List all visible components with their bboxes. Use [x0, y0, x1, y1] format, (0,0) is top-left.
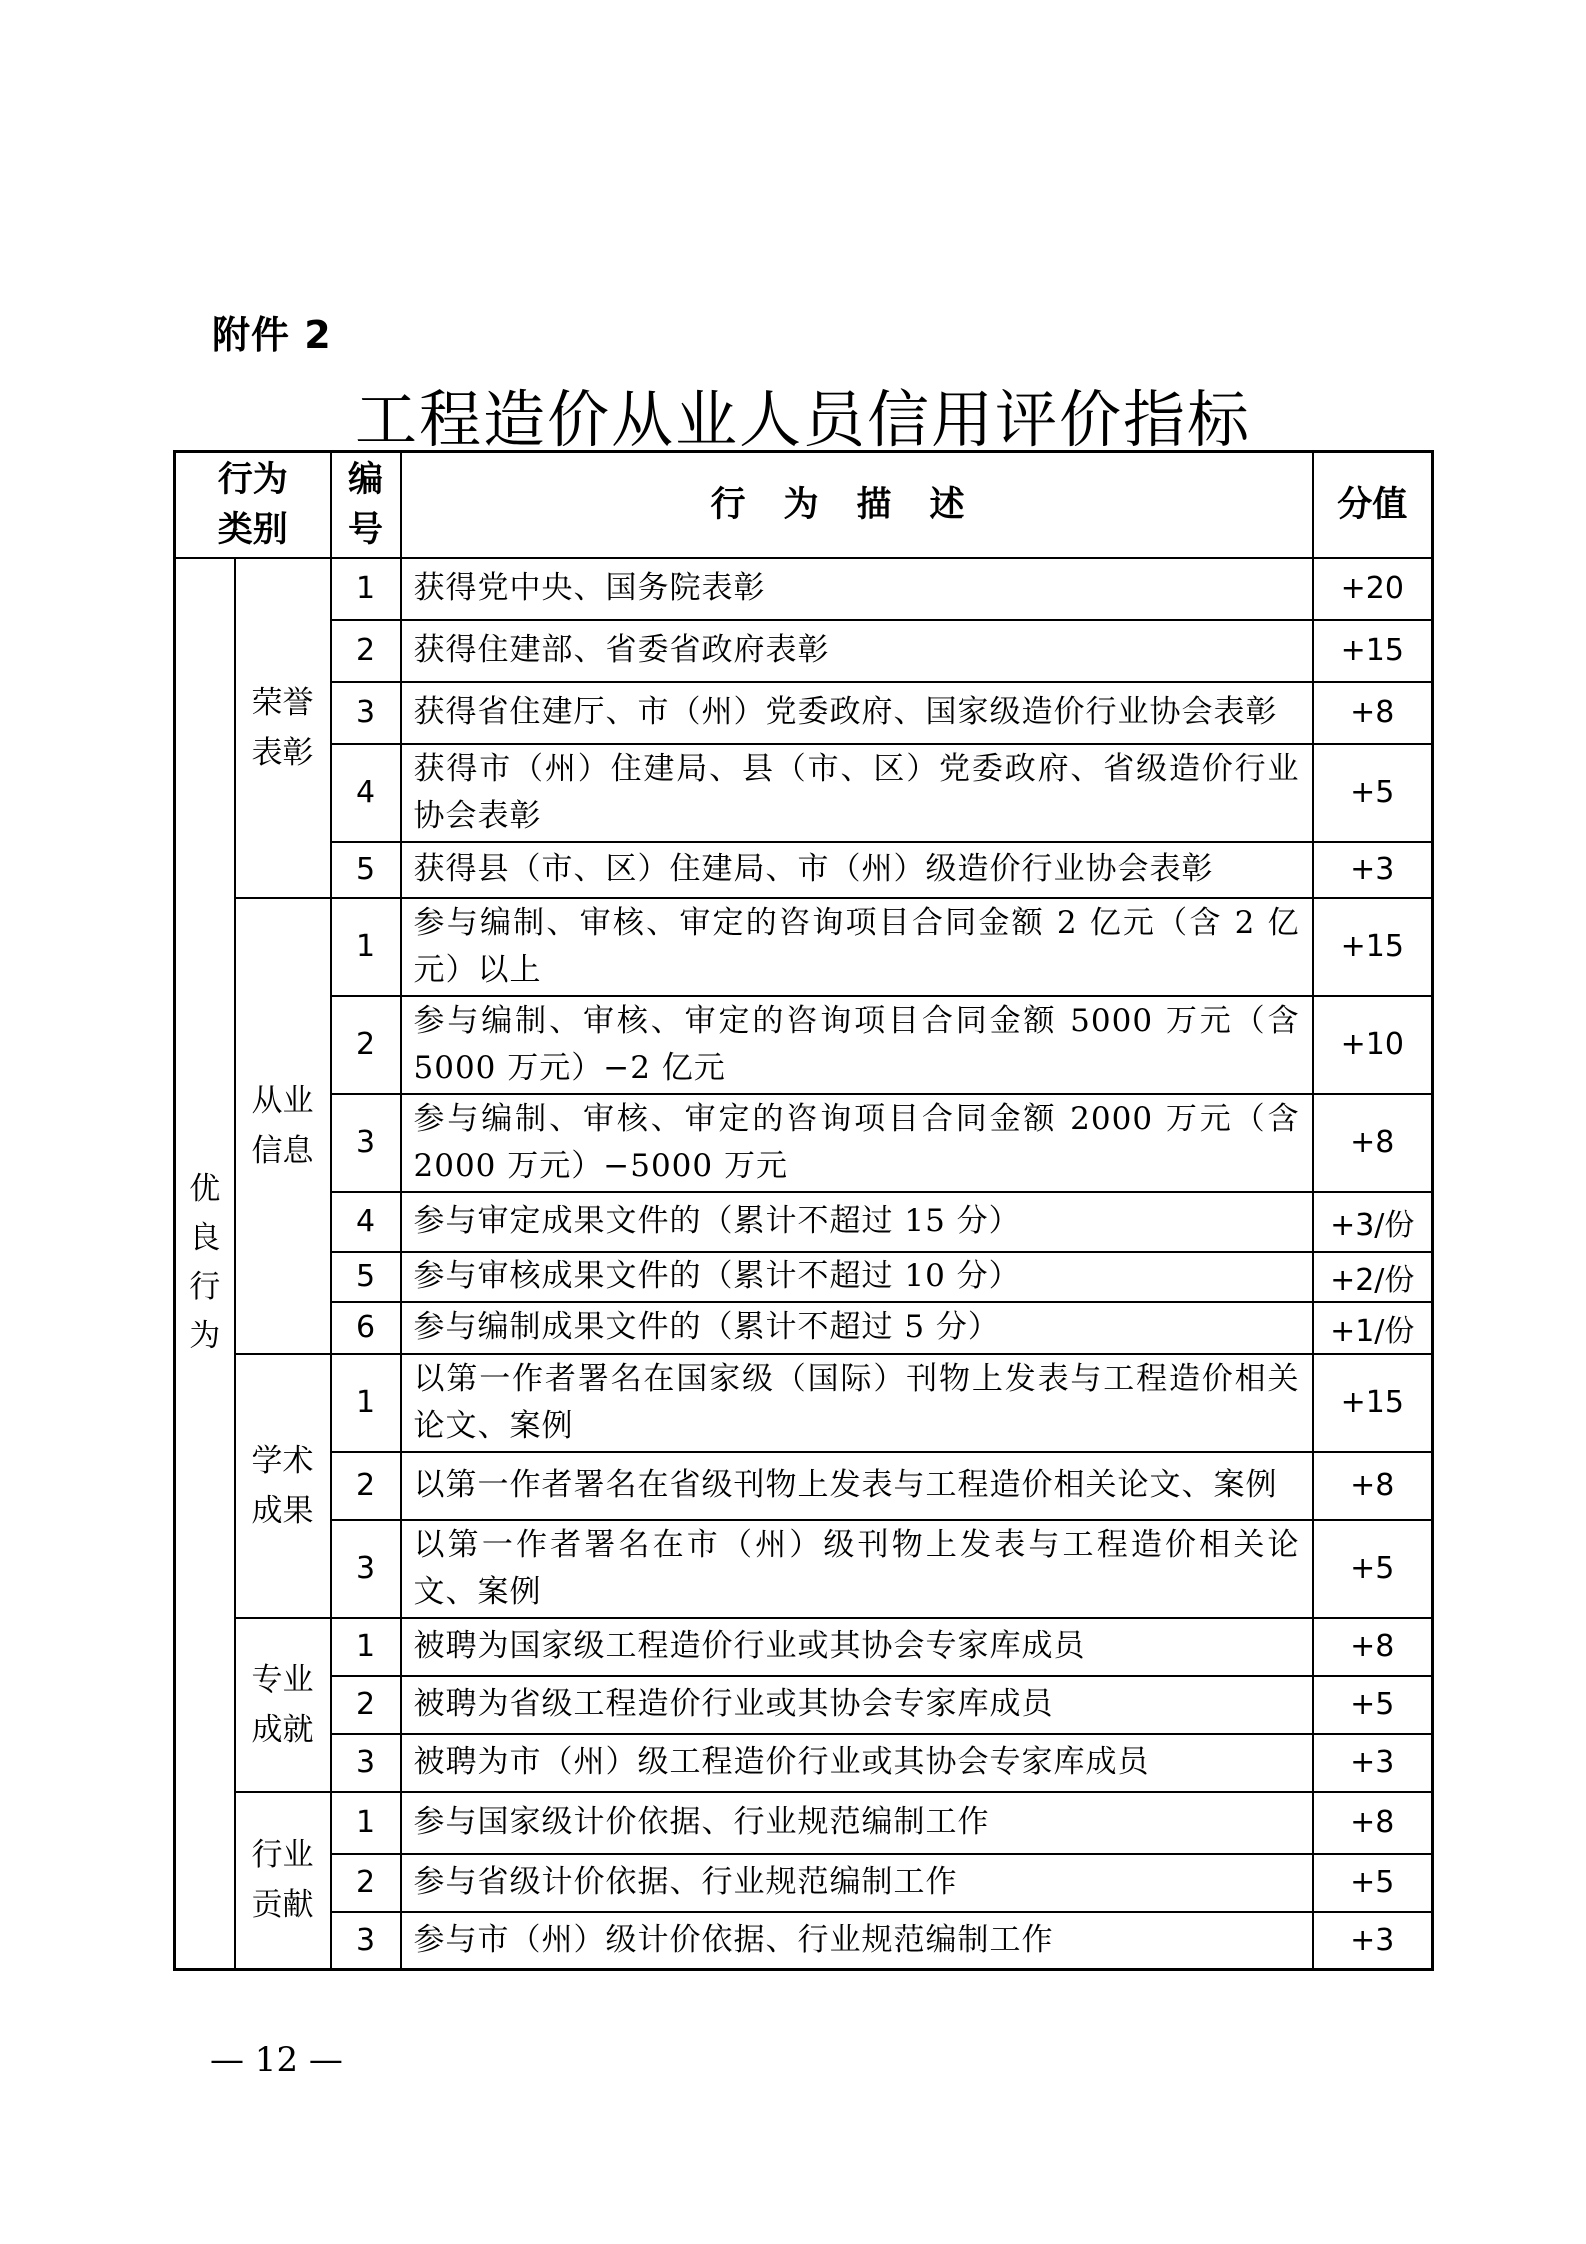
group-category-label: 从业信息 — [251, 1082, 314, 1169]
row-number: 2 — [331, 996, 401, 1094]
row-score: +15 — [1313, 898, 1433, 996]
header-category: 行为类别 — [175, 452, 331, 558]
group-category-cell — [235, 1618, 331, 1792]
table-row — [175, 1354, 1433, 1452]
row-description: 参与省级计价依据、行业规范编制工作 — [401, 1854, 1313, 1912]
main-category-label: 优良行为 — [189, 1171, 221, 1355]
table-row — [175, 558, 1433, 620]
row-description: 获得住建部、省委省政府表彰 — [401, 620, 1313, 682]
header-description: 行为描述 — [401, 452, 1313, 558]
row-number: 1 — [331, 1618, 401, 1676]
group-category-label: 荣誉表彰 — [251, 684, 314, 771]
row-score: +8 — [1313, 1452, 1433, 1520]
row-score: +5 — [1313, 1676, 1433, 1734]
row-number: 3 — [331, 1734, 401, 1792]
row-score: +8 — [1313, 682, 1433, 744]
row-score: +5 — [1313, 744, 1433, 842]
row-description: 被聘为市（州）级工程造价行业或其协会专家库成员 — [401, 1734, 1313, 1792]
row-score: +5 — [1313, 1854, 1433, 1912]
row-score: +20 — [1313, 558, 1433, 620]
group-category-cell — [235, 1354, 331, 1618]
row-number: 4 — [331, 1192, 401, 1252]
header-score: 分值 — [1313, 452, 1433, 558]
row-score: +3 — [1313, 1734, 1433, 1792]
page-number: — 12 — — [210, 2040, 343, 2080]
table-row — [175, 1302, 1433, 1354]
table-row — [175, 744, 1433, 842]
table-row — [175, 1854, 1433, 1912]
row-description: 获得市（州）住建局、县（市、区）党委政府、省级造价行业协会表彰 — [401, 744, 1313, 842]
row-number: 2 — [331, 620, 401, 682]
table-row — [175, 1618, 1433, 1676]
group-category-cell — [235, 1792, 331, 1970]
row-number: 3 — [331, 682, 401, 744]
row-description: 参与市（州）级计价依据、行业规范编制工作 — [401, 1912, 1313, 1970]
credit-evaluation-table — [173, 450, 1434, 1971]
row-description: 以第一作者署名在市（州）级刊物上发表与工程造价相关论文、案例 — [401, 1520, 1313, 1618]
row-description: 参与编制、审核、审定的咨询项目合同金额 5000 万元（含 5000 万元）−2 亿元 — [401, 996, 1313, 1094]
table-row — [175, 1452, 1433, 1520]
row-number: 1 — [331, 1792, 401, 1854]
row-number: 5 — [331, 842, 401, 898]
table-row — [175, 996, 1433, 1094]
table-row — [175, 1094, 1433, 1192]
table-row — [175, 842, 1433, 898]
group-category-cell — [235, 898, 331, 1354]
table-row — [175, 1912, 1433, 1970]
row-description: 参与国家级计价依据、行业规范编制工作 — [401, 1792, 1313, 1854]
row-score: +8 — [1313, 1792, 1433, 1854]
page-title: 工程造价从业人员信用评价指标 — [354, 383, 1251, 456]
row-number: 6 — [331, 1302, 401, 1354]
row-description: 以第一作者署名在省级刊物上发表与工程造价相关论文、案例 — [401, 1452, 1313, 1520]
row-description: 参与编制成果文件的（累计不超过 5 分） — [401, 1302, 1313, 1354]
row-score: +8 — [1313, 1618, 1433, 1676]
header-number: 编号 — [331, 452, 401, 558]
row-number: 3 — [331, 1912, 401, 1970]
row-description: 被聘为国家级工程造价行业或其协会专家库成员 — [401, 1618, 1313, 1676]
row-score: +5 — [1313, 1520, 1433, 1618]
row-description: 获得省住建厅、市（州）党委政府、国家级造价行业协会表彰 — [401, 682, 1313, 744]
table-row — [175, 1792, 1433, 1854]
row-score: +8 — [1313, 1094, 1433, 1192]
table-body — [175, 558, 1433, 1970]
row-score: +15 — [1313, 620, 1433, 682]
table-row — [175, 1734, 1433, 1792]
row-score: +15 — [1313, 1354, 1433, 1452]
row-description: 获得县（市、区）住建局、市（州）级造价行业协会表彰 — [401, 842, 1313, 898]
row-score: +1/份 — [1313, 1302, 1433, 1354]
table-row — [175, 1252, 1433, 1302]
annex-label: 附件 2 — [212, 313, 332, 357]
row-score: +3/份 — [1313, 1192, 1433, 1252]
group-category-label: 行业贡献 — [251, 1837, 314, 1924]
row-number: 1 — [331, 898, 401, 996]
row-number: 3 — [331, 1094, 401, 1192]
row-number: 2 — [331, 1676, 401, 1734]
row-score: +3 — [1313, 842, 1433, 898]
table-row — [175, 620, 1433, 682]
table-row — [175, 682, 1433, 744]
group-category-label: 专业成就 — [251, 1661, 314, 1748]
row-number: 5 — [331, 1252, 401, 1302]
row-number: 2 — [331, 1452, 401, 1520]
table-row — [175, 1192, 1433, 1252]
row-number: 1 — [331, 1354, 401, 1452]
table-row — [175, 898, 1433, 996]
group-category-cell — [235, 558, 331, 898]
row-description: 参与审定成果文件的（累计不超过 15 分） — [401, 1192, 1313, 1252]
table-header-row — [175, 452, 1433, 558]
row-score: +2/份 — [1313, 1252, 1433, 1302]
row-description: 获得党中央、国务院表彰 — [401, 558, 1313, 620]
row-description: 参与编制、审核、审定的咨询项目合同金额 2000 万元（含 2000 万元）−5000 万元 — [401, 1094, 1313, 1192]
row-description: 以第一作者署名在国家级（国际）刊物上发表与工程造价相关论文、案例 — [401, 1354, 1313, 1452]
main-category-cell — [175, 558, 235, 1970]
row-number: 3 — [331, 1520, 401, 1618]
row-description: 参与审核成果文件的（累计不超过 10 分） — [401, 1252, 1313, 1302]
table-row — [175, 1520, 1433, 1618]
row-description: 参与编制、审核、审定的咨询项目合同金额 2 亿元（含 2 亿元）以上 — [401, 898, 1313, 996]
row-number: 2 — [331, 1854, 401, 1912]
row-score: +10 — [1313, 996, 1433, 1094]
row-number: 1 — [331, 558, 401, 620]
table-row — [175, 1676, 1433, 1734]
group-category-label: 学术成果 — [251, 1442, 314, 1529]
row-description: 被聘为省级工程造价行业或其协会专家库成员 — [401, 1676, 1313, 1734]
row-number: 4 — [331, 744, 401, 842]
row-score: +3 — [1313, 1912, 1433, 1970]
